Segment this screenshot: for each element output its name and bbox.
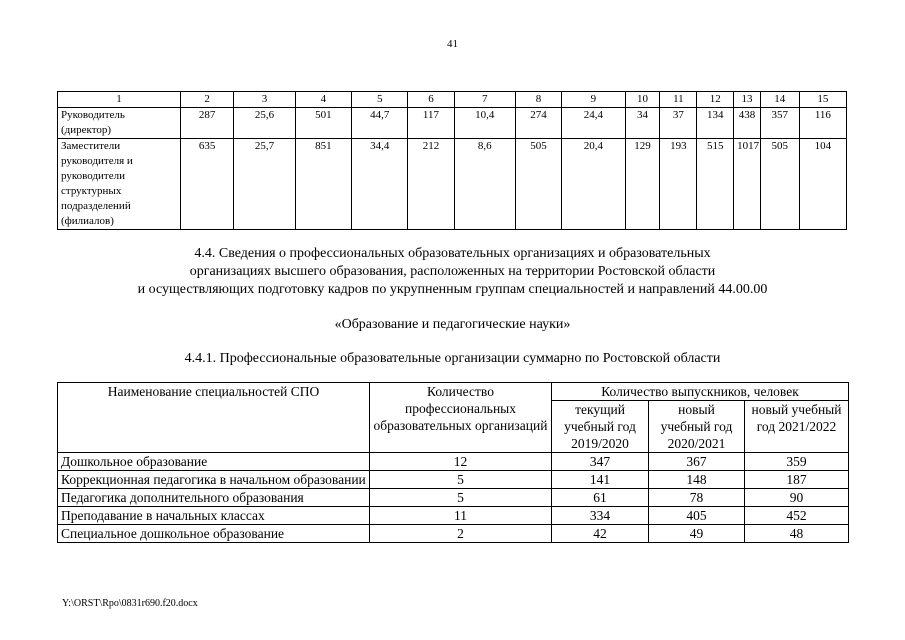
- specialty-name: Педагогика дополнительного образования: [58, 489, 370, 507]
- table-cell: 505: [515, 139, 561, 230]
- header-cell: 14: [760, 92, 799, 108]
- table-row: [58, 453, 849, 471]
- table-row: [58, 471, 849, 489]
- section-title-line2: организациях высшего образования, расположенных на территории Ростовской области: [189, 264, 716, 279]
- table-cell: 116: [799, 108, 846, 139]
- grads-2020: 148: [649, 471, 745, 489]
- table-cell: 25,7: [234, 139, 295, 230]
- table-cell: 37: [660, 108, 697, 139]
- graduates-table: [57, 382, 849, 543]
- table-header-row: [58, 383, 849, 401]
- table-cell: 34,4: [352, 139, 408, 230]
- specialty-name: Преподавание в начальных классах: [58, 507, 370, 525]
- table-header-row: [58, 92, 847, 108]
- row-label: Руководитель (директор): [58, 108, 181, 139]
- grads-2019: 334: [552, 507, 649, 525]
- grads-2021: 90: [745, 489, 849, 507]
- table-cell: 134: [697, 108, 734, 139]
- org-count: 5: [370, 471, 552, 489]
- table-cell: 8,6: [454, 139, 515, 230]
- staff-table: [57, 91, 847, 230]
- header-cell: 12: [697, 92, 734, 108]
- header-year-2019: текущий учебный год 2019/2020: [552, 401, 649, 453]
- table-cell: 357: [760, 108, 799, 139]
- grads-2020: 49: [649, 525, 745, 543]
- table-cell: 851: [295, 139, 351, 230]
- header-cell: 3: [234, 92, 295, 108]
- section-title-line3: и осуществляющих подготовку кадров по укрупненным группам специальностей и направлений 44.00.00: [137, 282, 768, 297]
- grads-2019: 42: [552, 525, 649, 543]
- table-cell: 129: [625, 139, 660, 230]
- header-cell: 4: [295, 92, 351, 108]
- specialty-name: Специальное дошкольное образование: [58, 525, 370, 543]
- header-year-2021: новый учебный год 2021/2022: [745, 401, 849, 453]
- specialty-name: Дошкольное образование: [58, 453, 370, 471]
- file-path-footer: Y:\ORST\Rpo\0831r690.f20.docx: [62, 598, 198, 609]
- page-number: 41: [447, 38, 458, 50]
- table-cell: 287: [180, 108, 233, 139]
- header-cell: 9: [562, 92, 626, 108]
- table-cell: 212: [408, 139, 454, 230]
- header-org-count: Количество профессиональных образовательных организаций: [370, 383, 552, 453]
- table-row: [58, 507, 849, 525]
- header-cell: 6: [408, 92, 454, 108]
- header-cell: 8: [515, 92, 561, 108]
- table-cell: 10,4: [454, 108, 515, 139]
- table-cell: 1017: [734, 139, 761, 230]
- header-cell: 5: [352, 92, 408, 108]
- header-cell: 2: [180, 92, 233, 108]
- header-cell: 11: [660, 92, 697, 108]
- table-row: [58, 108, 847, 139]
- table-cell: 44,7: [352, 108, 408, 139]
- grads-2021: 48: [745, 525, 849, 543]
- org-count: 12: [370, 453, 552, 471]
- header-year-2020: новый учебный год 2020/2021: [649, 401, 745, 453]
- table-cell: 274: [515, 108, 561, 139]
- row-label: Заместители руководителя и руководители структурных подразделений (филиалов): [58, 139, 181, 230]
- grads-2020: 405: [649, 507, 745, 525]
- section-title-line1: 4.4. Сведения о профессиональных образовательных организациях и образовательных: [194, 246, 711, 261]
- subsection-title: 4.4.1. Профессиональные образовательные организации суммарно по Ростовской области: [184, 351, 721, 366]
- grads-2019: 141: [552, 471, 649, 489]
- grads-2021: 452: [745, 507, 849, 525]
- table-cell: 25,6: [234, 108, 295, 139]
- grads-2020: 78: [649, 489, 745, 507]
- grads-2021: 359: [745, 453, 849, 471]
- header-specialty: Наименование специальностей СПО: [58, 383, 370, 453]
- table-cell: 117: [408, 108, 454, 139]
- grads-2021: 187: [745, 471, 849, 489]
- table-cell: 515: [697, 139, 734, 230]
- table-cell: 20,4: [562, 139, 626, 230]
- grads-2020: 367: [649, 453, 745, 471]
- table-cell: 635: [180, 139, 233, 230]
- table-cell: 104: [799, 139, 846, 230]
- table-cell: 438: [734, 108, 761, 139]
- table-cell: 193: [660, 139, 697, 230]
- org-count: 5: [370, 489, 552, 507]
- section-subtitle: «Образование и педагогические науки»: [334, 317, 571, 332]
- table-row: [58, 139, 847, 230]
- header-cell: 7: [454, 92, 515, 108]
- header-cell: 1: [58, 92, 181, 108]
- header-graduates: Количество выпускников, человек: [552, 383, 849, 401]
- org-count: 11: [370, 507, 552, 525]
- header-cell: 13: [734, 92, 761, 108]
- table-cell: 505: [760, 139, 799, 230]
- table-cell: 24,4: [562, 108, 626, 139]
- table-cell: 501: [295, 108, 351, 139]
- grads-2019: 347: [552, 453, 649, 471]
- org-count: 2: [370, 525, 552, 543]
- header-cell: 15: [799, 92, 846, 108]
- table-row: [58, 489, 849, 507]
- header-cell: 10: [625, 92, 660, 108]
- grads-2019: 61: [552, 489, 649, 507]
- table-row: [58, 525, 849, 543]
- specialty-name: Коррекционная педагогика в начальном образовании: [58, 471, 370, 489]
- table-cell: 34: [625, 108, 660, 139]
